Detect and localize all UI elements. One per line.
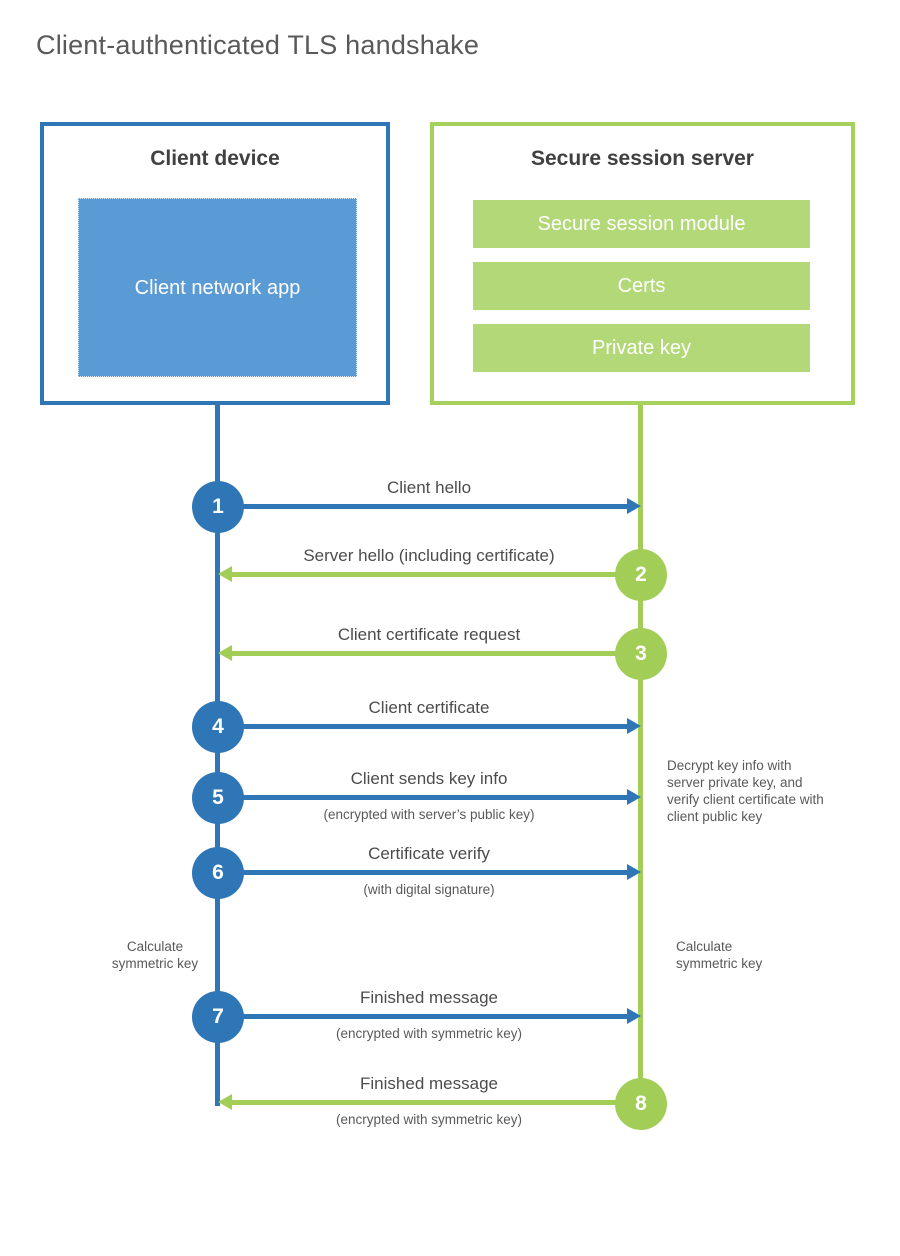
step-circle-2: 2 [615, 549, 667, 601]
left-arrow [232, 572, 641, 577]
step-label: Client sends key info [350, 769, 508, 788]
step-circle-8: 8 [615, 1078, 667, 1130]
step-circle-1: 1 [192, 481, 244, 533]
client-device-box [40, 122, 390, 405]
left-arrow [232, 1100, 641, 1105]
page-title: Client-authenticated TLS handshake [36, 30, 480, 60]
step-sublabel: (encrypted with server’s public key) [323, 807, 535, 822]
step-sublabel: (with digital signature) [363, 882, 495, 897]
step-sublabel: (encrypted with symmetric key) [335, 1026, 523, 1041]
calculate-symmetric-key-note-server: Calculate symmetric key [676, 939, 763, 971]
step-circle-4: 4 [192, 701, 244, 753]
secure-session-server-title: Secure session server [531, 147, 754, 170]
right-arrow [218, 795, 627, 800]
client-network-app-box [78, 198, 357, 377]
step-label: Client certificate [368, 698, 490, 717]
secure-session-server-box [430, 122, 855, 405]
step-label: Server hello (including certificate) [303, 546, 555, 565]
step-label: Finished message [360, 1074, 498, 1093]
step-circle-5: 5 [192, 772, 244, 824]
right-arrow [218, 1014, 627, 1019]
server-certs-bar: Certs [473, 262, 810, 310]
left-arrow [232, 651, 641, 656]
step-label: Certificate verify [368, 844, 490, 863]
client-device-title: Client device [150, 147, 280, 170]
step-label: Client hello [386, 478, 472, 497]
server-module-bar: Secure session module [473, 200, 810, 248]
client-network-app-label: Client network app [134, 276, 301, 299]
server-private-key-bar: Private key [473, 324, 810, 372]
right-arrow [218, 504, 627, 509]
step-circle-7: 7 [192, 991, 244, 1043]
step-sublabel: (encrypted with symmetric key) [335, 1112, 523, 1127]
right-arrow [218, 724, 627, 729]
calculate-symmetric-key-note-client: Calculate symmetric key [111, 939, 199, 971]
step-circle-6: 6 [192, 847, 244, 899]
decrypt-note: Decrypt key info with server private key, and verify client certificate with client public key [667, 758, 824, 824]
step-circle-3: 3 [615, 628, 667, 680]
step-label: Finished message [360, 988, 498, 1007]
right-arrow [218, 870, 627, 875]
step-label: Client certificate request [337, 625, 521, 644]
